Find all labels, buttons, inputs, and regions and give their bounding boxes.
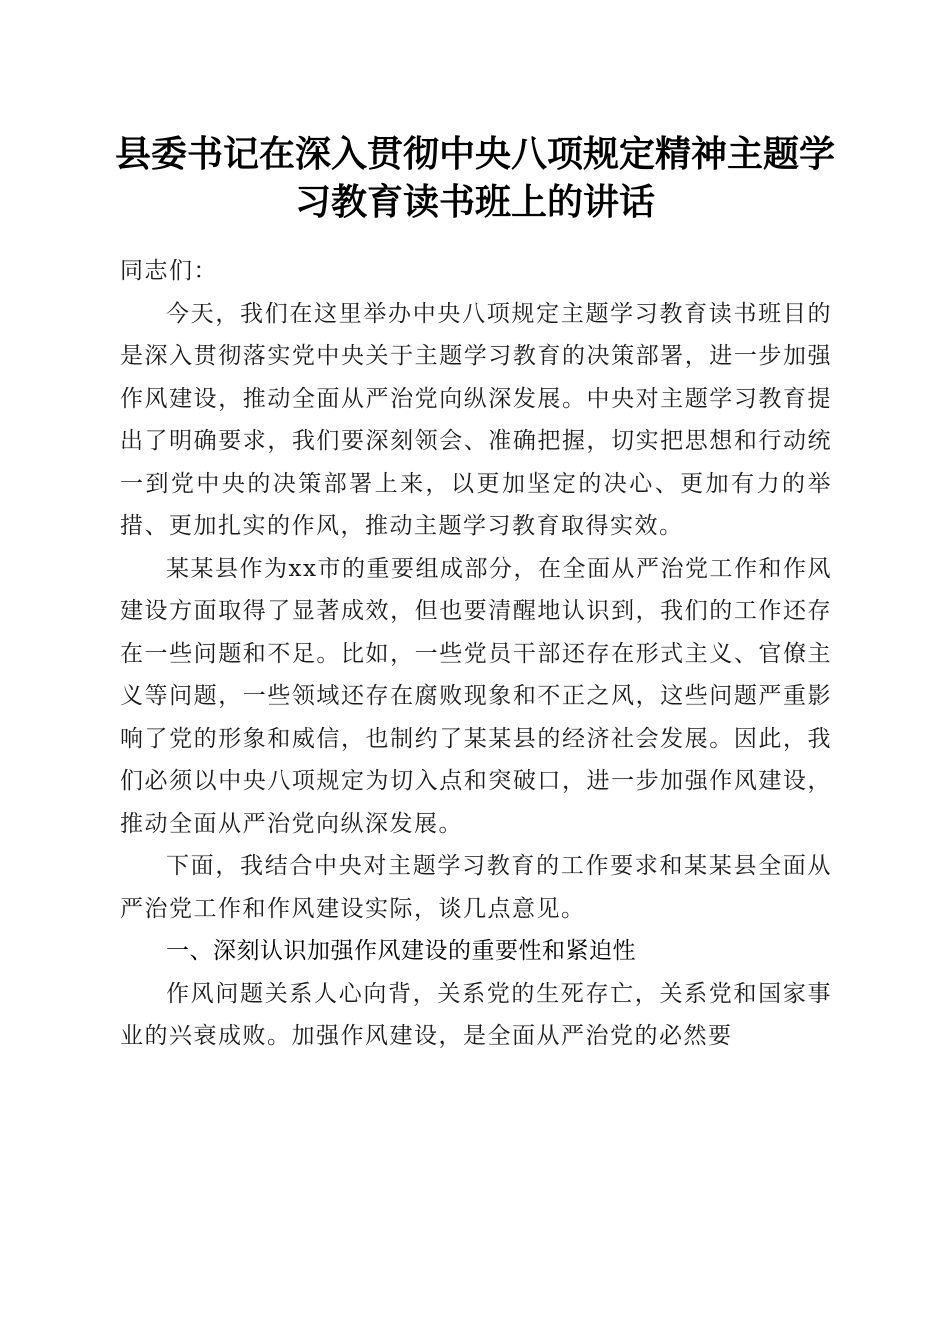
document-title	[90, 130, 860, 226]
title-line-2: 习教育读书班上的讲话	[294, 181, 655, 223]
section-heading: 一、深刻认识加强作风建设的重要性和紧迫性	[166, 938, 636, 964]
paragraph-county-situation: 某某县作为xx市的重要组成部分，在全面从严治党工作和作风建设方面取得了显著成效，但也要清醒地认识到，我们的工作还存在一些问题和不足。比如，一些党员干部还存在形式主义、官僚主义等问题，一些领域还存在腐败现象和不正之风，这些问题严重影响了党的形象和威信，也制约了某某县的经济社会发展。因此，我们必须以中央八项规定为切入点和突破口，进一步加强作风建设，推动全面从严治党向纵深发展。	[120, 555, 832, 837]
paragraph-outline: 下面，我结合中央对主题学习教育的工作要求和某某县全面从严治党工作和作风建设实际，谈几点意见。	[120, 853, 832, 922]
salutation: 同志们：	[120, 258, 218, 284]
title-line-1: 县委书记在深入贯彻中央八项规定精神主题学	[114, 133, 835, 175]
paragraph-intro: 今天，我们在这里举办中央八项规定主题学习教育读书班目的是深入贯彻落实党中央关于主题学习教育的决策部署，进一步加强作风建设，推动全面从严治党向纵深发展。中央对主题学习教育提出了明确要求，我们要深刻领会、准确把握，切实把思想和行动统一到党中央的决策部署上来，以更加坚定的决心、更加有力的举措、更加扎实的作风，推动主题学习教育取得实效。	[120, 300, 832, 539]
document-body	[120, 250, 832, 1058]
paragraph-section-1: 作风问题关系人心向背，关系党的生死存亡，关系党和国家事业的兴衰成败。加强作风建设，是全面从严治党的必然要	[120, 980, 832, 1049]
